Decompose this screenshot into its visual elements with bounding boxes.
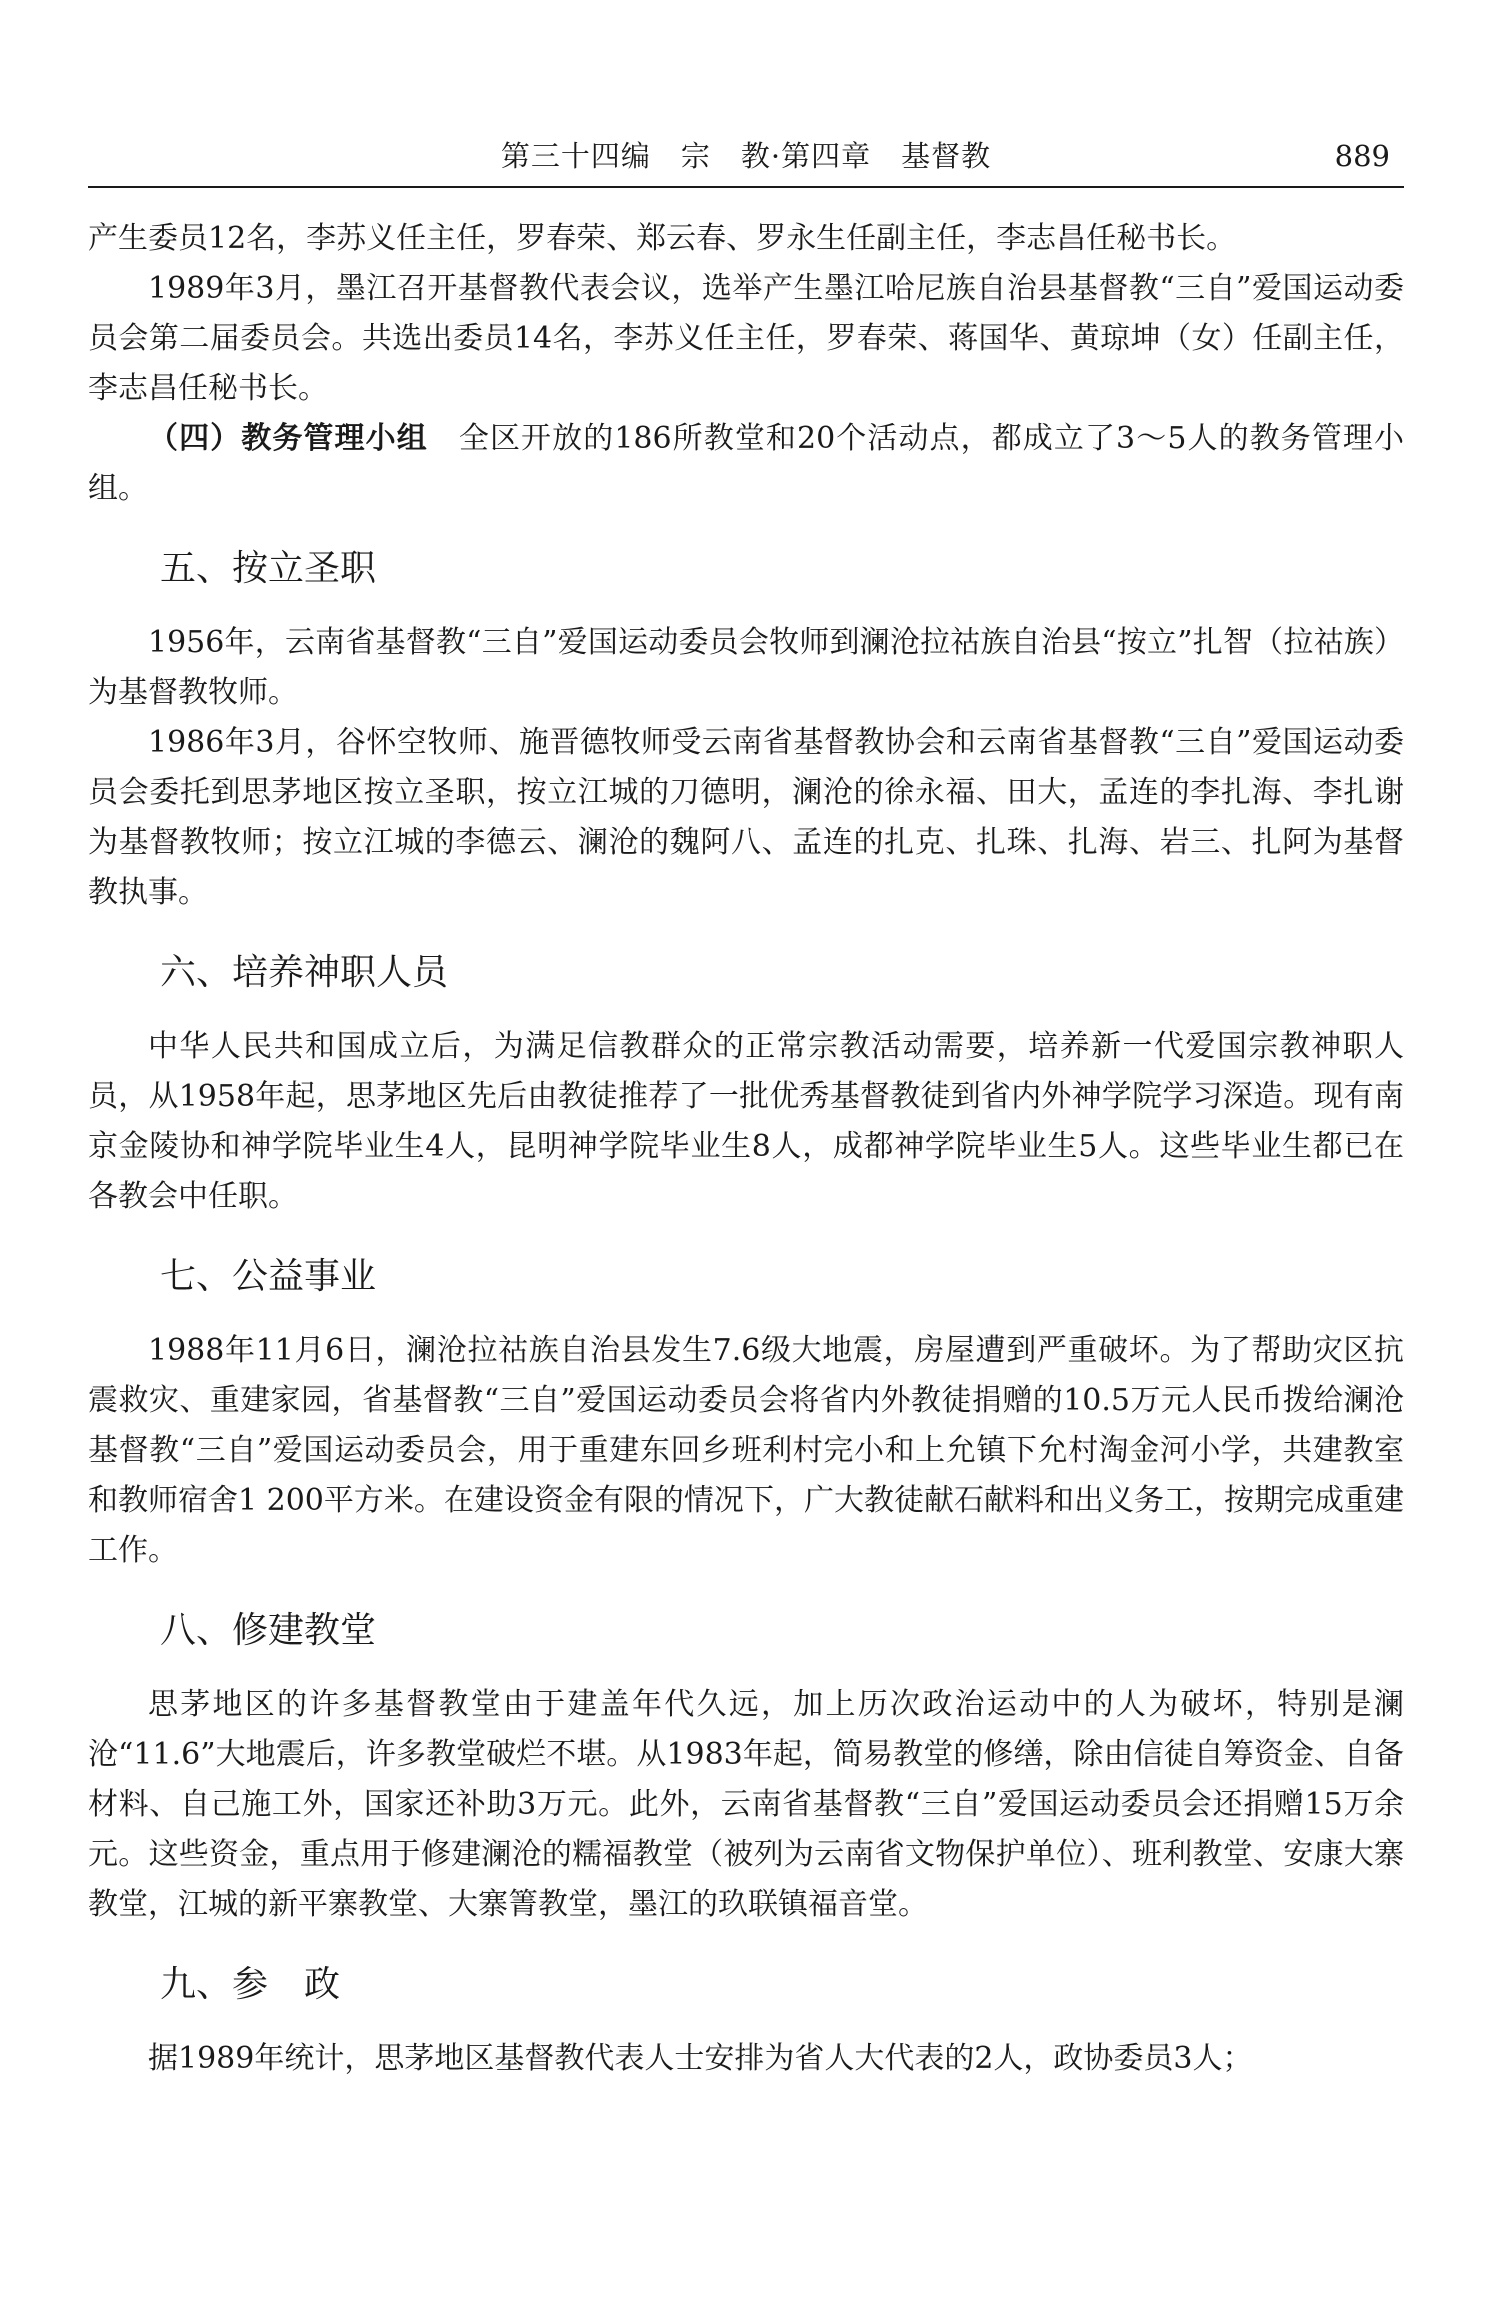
running-header: [88, 136, 1404, 188]
paragraph-continued: 产生委员12名，李苏义任主任，罗春荣、郑云春、罗永生任副主任，李志昌任秘书长。: [88, 221, 1237, 256]
page-number: 889: [1334, 139, 1390, 173]
section-heading-clergy-training: 六、培养神职人员: [160, 952, 449, 993]
paragraph-subsection: [88, 414, 1404, 514]
paragraph: 1988年11月6日，澜沧拉祜族自治县发生7.6级大地震，房屋遭到严重破坏。为了帮助灾区抗震救灾、重建家园，省基督教“三自”爱国运动委员会将省内外教徒捐赠的10.5万元人民币拨给澜沧基督教“三自”爱国运动委员会，用于重建东回乡班利村完小和上允镇下允村淘金河小学，共建教室和教师宿舍1 200平方米。在建设资金有限的情况下，广大教徒献石献料和出义务工，按期完成重建工作。: [88, 1333, 1404, 1568]
paragraph: 1989年3月，墨江召开基督教代表会议，选举产生墨江哈尼族自治县基督教“三自”爱国运动委员会第二届委员会。共选出委员14名，李苏义任主任，罗春荣、蒋国华、黄琼坤（女）任副主任，李志昌任秘书长。: [88, 271, 1404, 406]
section-heading-church-construction: 八、修建教堂: [160, 1610, 377, 1651]
header-title: 第三十四编 宗 教·第四章 基督教: [500, 139, 992, 173]
section-heading-political-participation: 九、参 政: [160, 1964, 341, 2005]
subsection-label: （四）教务管理小组: [148, 421, 428, 456]
subsection-text: 全区开放的186所教堂和20个活动点，都成立了3～5人的教务管理小组。: [88, 421, 1405, 506]
page-content: [88, 214, 1404, 2084]
paragraph: 1986年3月，谷怀空牧师、施晋德牧师受云南省基督教协会和云南省基督教“三自”爱国运动委员会委托到思茅地区按立圣职，按立江城的刀德明，澜沧的徐永福、田大，孟连的李扎海、李扎谢为基督教牧师；按立江城的李德云、澜沧的魏阿八、孟连的扎克、扎珠、扎海、岩三、扎阿为基督教执事。: [88, 725, 1404, 910]
paragraph: 中华人民共和国成立后，为满足信教群众的正常宗教活动需要，培养新一代爱国宗教神职人员，从1958年起，思茅地区先后由教徒推荐了一批优秀基督教徒到省内外神学院学习深造。现有南京金陵协和神学院毕业生4人，昆明神学院毕业生8人，成都神学院毕业生5人。这些毕业生都已在各教会中任职。: [88, 1029, 1404, 1214]
paragraph: 据1989年统计，思茅地区基督教代表人士安排为省人大代表的2人，政协委员3人；: [148, 2041, 1253, 2076]
paragraph: 思茅地区的许多基督教堂由于建盖年代久远，加上历次政治运动中的人为破坏，特别是澜沧“11.6”大地震后，许多教堂破烂不堪。从1983年起，简易教堂的修缮，除由信徒自筹资金、自备材料、自己施工外，国家还补助3万元。此外，云南省基督教“三自”爱国运动委员会还捐赠15万余元。这些资金，重点用于修建澜沧的糯福教堂（被列为云南省文物保护单位）、班利教堂、安康大寨教堂，江城的新平寨教堂、大寨箐教堂，墨江的玖联镇福音堂。: [88, 1687, 1404, 1922]
section-heading-ordination: 五、按立圣职: [160, 548, 377, 589]
paragraph: 1956年，云南省基督教“三自”爱国运动委员会牧师到澜沧拉祜族自治县“按立”扎智（拉祜族）为基督教牧师。: [88, 625, 1404, 710]
section-heading-public-welfare: 七、公益事业: [160, 1256, 377, 1297]
